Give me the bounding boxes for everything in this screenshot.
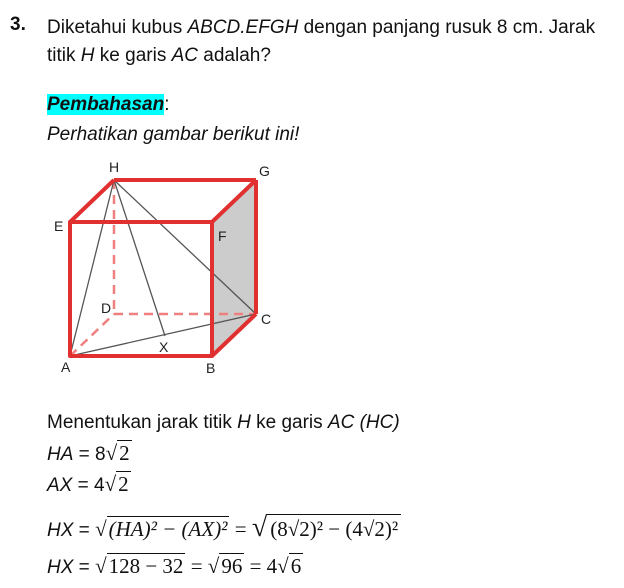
eq-ha-label: HA — [47, 444, 74, 465]
label-h: H — [108, 159, 120, 175]
eq-ax: AX = 4√2 — [47, 472, 129, 496]
solution-intro: Perhatikan gambar berikut ini! — [47, 124, 300, 145]
solution-heading-colon: : — [164, 94, 170, 115]
question-line2-pre: titik — [47, 45, 81, 66]
line-ac: AC — [171, 45, 199, 66]
solution-heading — [47, 94, 170, 116]
front-face — [70, 222, 212, 356]
eq-hx2-eq: = — [73, 557, 96, 578]
eq-ax-label: AX — [47, 475, 73, 496]
steps-intro — [47, 412, 400, 434]
label-f: F — [218, 228, 227, 244]
eq-hx-radicand1: (HA)² − (AX)² — [108, 517, 228, 541]
label-x: X — [159, 339, 169, 355]
eq-hx2-radicand1: 128 − 32 — [108, 554, 184, 578]
edge-eh — [70, 180, 114, 222]
eq-hx: HX = √(HA)² − (AX)² = √ (8√2)² − (4√2)² — [47, 512, 401, 544]
steps-intro-h: H — [237, 412, 251, 433]
question-line1-pre: Diketahui kubus — [47, 17, 188, 38]
eq-ax-radicand: 2 — [118, 472, 129, 496]
eq-hx2-label: HX — [47, 557, 74, 578]
solution-heading-label: Pembahasan — [47, 94, 165, 115]
shaded-face — [212, 180, 256, 356]
question-text — [47, 14, 595, 70]
label-b: B — [206, 360, 216, 376]
steps-intro-ac: AC (HC) — [327, 412, 400, 433]
eq-hx-label: HX — [47, 520, 74, 541]
eq-ax-eq: = 4 — [72, 475, 105, 496]
eq-hx-eq: = — [73, 520, 96, 541]
eq-hx2-radicand2: 96 — [221, 554, 243, 578]
label-e: E — [54, 218, 64, 234]
question-line2-post: adalah? — [198, 45, 271, 66]
point-h: H — [80, 45, 95, 66]
cube-figure — [0, 150, 300, 382]
label-a: A — [61, 359, 71, 375]
question-line2-mid: ke garis — [94, 45, 172, 66]
eq-ha: HA = 8√2 — [47, 441, 130, 465]
eq-hx2-eq2: = — [185, 554, 208, 578]
edge-ad — [70, 314, 114, 356]
eq-hx2-radicand3: 6 — [290, 554, 302, 578]
question-number: 3. — [10, 14, 26, 35]
label-g: G — [259, 163, 270, 179]
eq-ha-radicand: 2 — [119, 441, 130, 465]
label-c: C — [261, 311, 272, 327]
eq-hx2-eq3: = 4 — [244, 554, 278, 578]
eq-ha-eq: = 8 — [73, 444, 106, 465]
eq-hx-eq2: = — [229, 517, 252, 541]
eq-hx2: HX = √128 − 32 = √96 = 4√6 — [47, 554, 302, 578]
cube-name: ABCD.EFGH — [187, 17, 299, 38]
label-d: D — [101, 300, 112, 316]
question-line1-post: dengan panjang rusuk 8 cm. Jarak — [298, 17, 596, 38]
steps-intro-mid: ke garis — [250, 412, 328, 433]
eq-hx-radicand2: (8√2)² − (4√2)² — [267, 514, 401, 541]
steps-intro-pre: Menentukan jarak titik — [47, 412, 238, 433]
line-ha — [70, 180, 114, 356]
